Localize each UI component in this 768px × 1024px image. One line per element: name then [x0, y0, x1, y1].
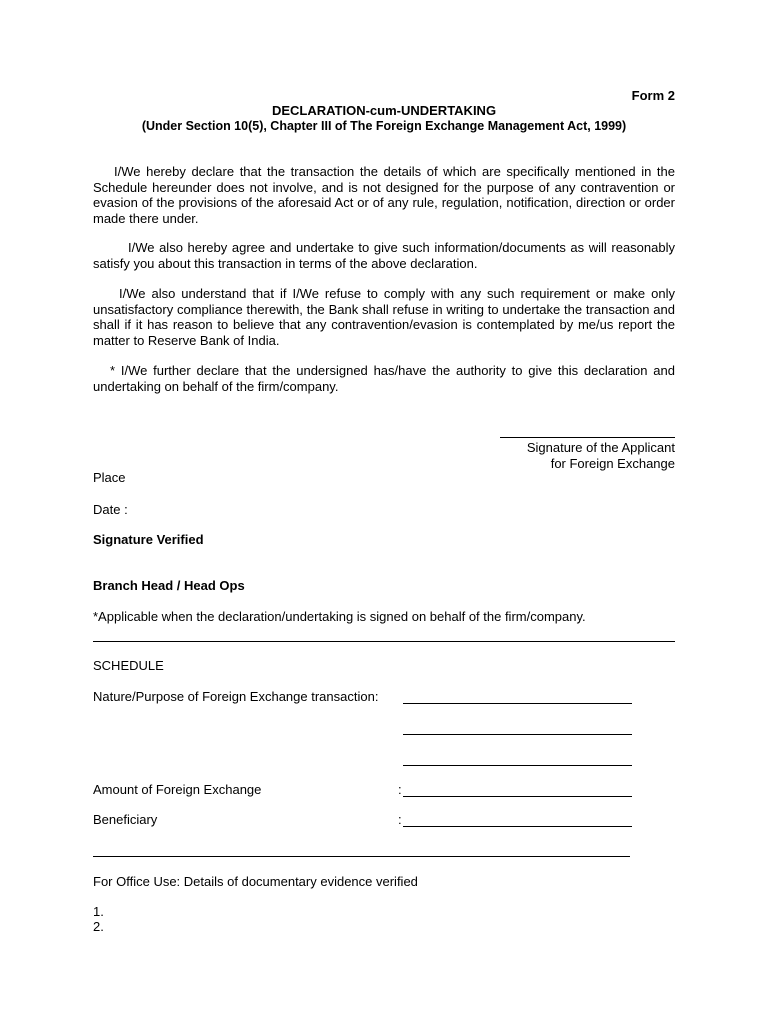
paragraph-text: I/We hereby declare that the transaction the details of which are specifically mentioned in the Schedule hereunder does not involve, and is not designed for the purpose of any contravention or evasion of the provisions of the aforesaid Act or of any rule, regulation, notification, direction or order made there under.	[93, 164, 675, 226]
office-use-item: 1.	[93, 904, 104, 919]
nature-purpose-field[interactable]	[403, 703, 632, 704]
beneficiary-label: Beneficiary	[93, 812, 158, 827]
schedule-heading: SCHEDULE	[93, 658, 164, 673]
form-title: DECLARATION-cum-UNDERTAKING	[271, 103, 497, 118]
form-number: Form 2	[631, 88, 675, 103]
office-use-item: 2.	[93, 919, 104, 934]
schedule-end-line	[93, 856, 630, 857]
paragraph-text: I/We also understand that if I/We refuse to comply with any such requirement or make only unsatisfactory compliance therewith, the Bank shall refuse in writing to undertake the transaction and shall if it has reason to believe that any contravention/evasion is contemplated by me/us report the matter to Reserve Bank of India.	[93, 286, 675, 348]
office-use-heading: For Office Use: Details of documentary evidence verified	[93, 874, 418, 889]
applicant-signature-line[interactable]	[500, 437, 675, 438]
nature-purpose-field-line3[interactable]	[403, 765, 632, 766]
declaration-paragraph-4	[93, 363, 675, 394]
section-divider	[93, 641, 675, 642]
declaration-paragraph-1	[93, 164, 675, 226]
beneficiary-colon: :	[398, 812, 402, 827]
declaration-paragraph-2	[93, 240, 675, 271]
beneficiary-field[interactable]	[403, 826, 632, 827]
paragraph-text: * I/We further declare that the undersigned has/have the authority to give this declaration and undertaking on behalf of the firm/company.	[93, 363, 675, 394]
declaration-paragraph-3	[93, 286, 675, 348]
applicability-footnote: *Applicable when the declaration/undertaking is signed on behalf of the firm/company.	[93, 609, 586, 624]
nature-purpose-field-line2[interactable]	[403, 734, 632, 735]
form-subtitle: (Under Section 10(5), Chapter III of The Foreign Exchange Management Act, 1999)	[141, 119, 627, 133]
signature-verified-label: Signature Verified	[93, 532, 204, 547]
signature-caption-line2: for Foreign Exchange	[550, 456, 675, 471]
date-label: Date :	[93, 502, 128, 517]
amount-field[interactable]	[403, 796, 632, 797]
amount-label: Amount of Foreign Exchange	[93, 782, 262, 797]
branch-head-label: Branch Head / Head Ops	[93, 578, 245, 593]
nature-purpose-label: Nature/Purpose of Foreign Exchange transaction:	[93, 689, 379, 704]
amount-colon: :	[398, 782, 402, 797]
paragraph-text: I/We also hereby agree and undertake to give such information/documents as will reasonably satisfy you about this transaction in terms of the above declaration.	[93, 240, 675, 271]
signature-caption-line1: Signature of the Applicant	[526, 440, 675, 455]
place-label: Place	[93, 470, 126, 485]
